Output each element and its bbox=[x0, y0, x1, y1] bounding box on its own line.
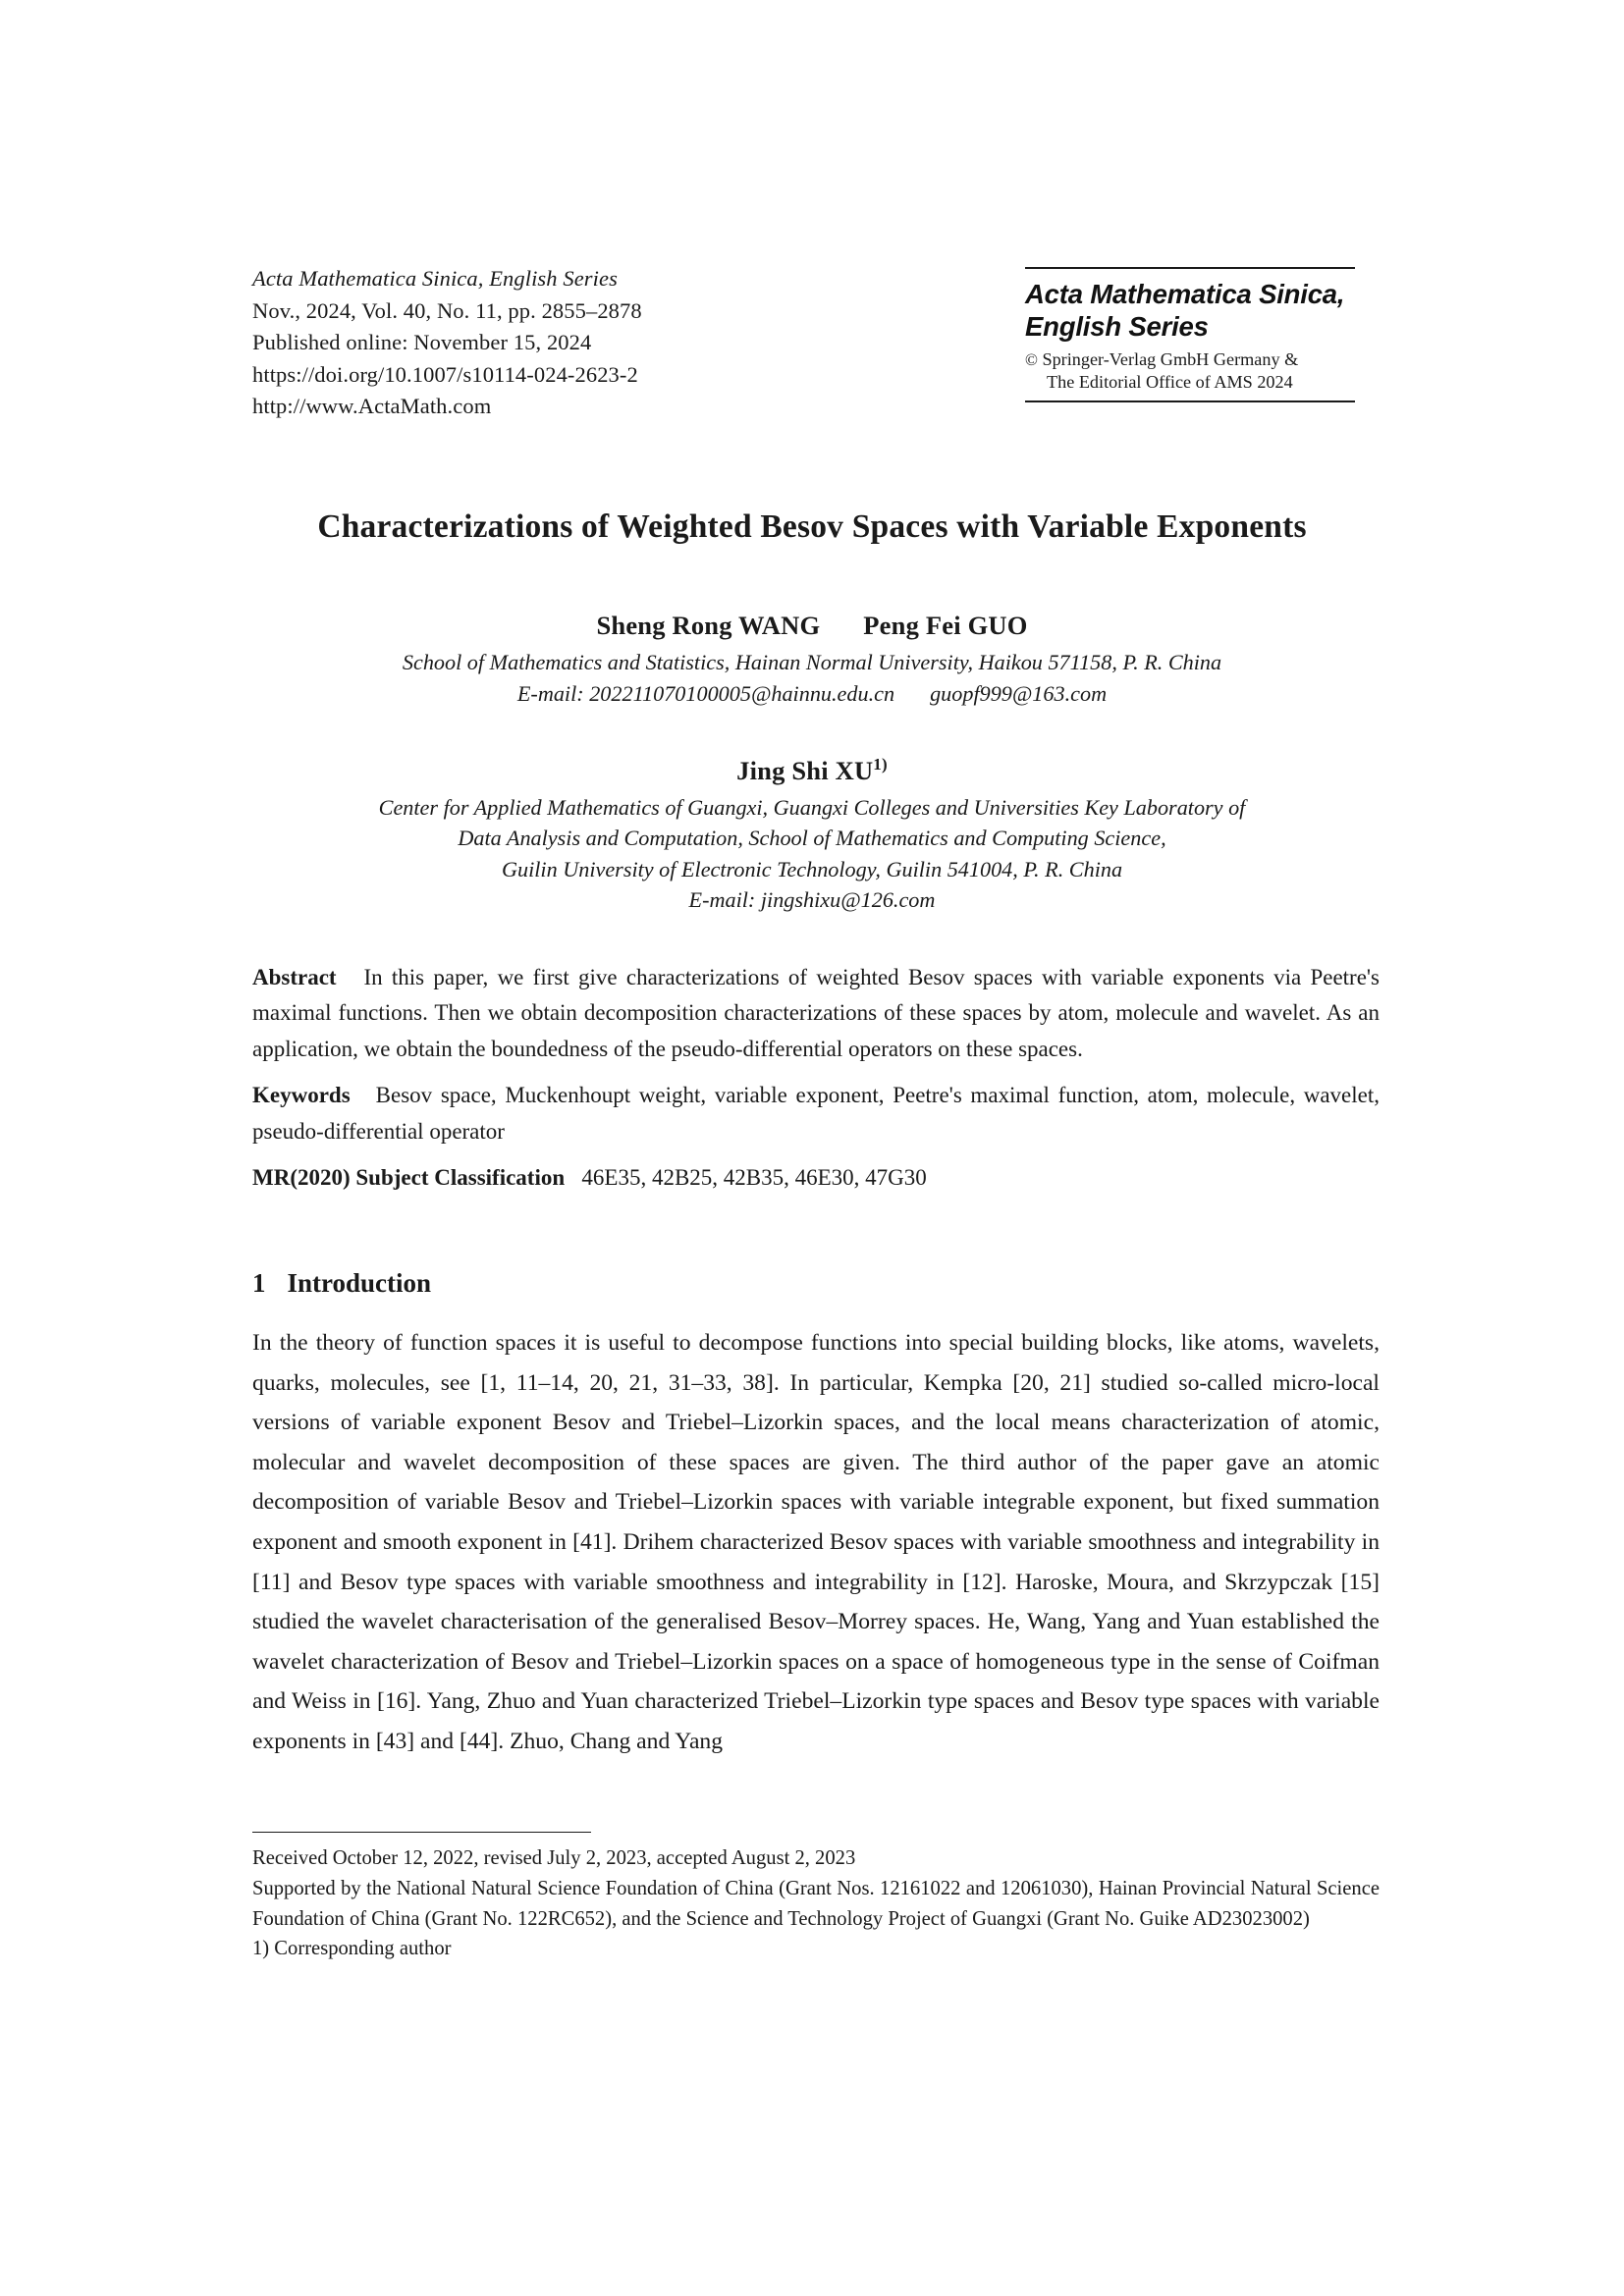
journal-logo-title-line1: Acta Mathematica Sinica, bbox=[1025, 279, 1345, 309]
journal-logo-box bbox=[1025, 267, 1355, 402]
msc-paragraph bbox=[252, 1160, 1380, 1196]
author-names-line-2 bbox=[0, 748, 1624, 787]
affiliation-2-line2: Data Analysis and Computation, School of Mathematics and Computing Science, bbox=[458, 826, 1166, 851]
author-names-line bbox=[0, 609, 1624, 642]
copyright-line-1: Springer-Verlag GmbH Germany & bbox=[1042, 349, 1299, 369]
journal-copyright bbox=[1025, 348, 1355, 394]
footnote-funding: Supported by the National Natural Science Foundation of China (Grant Nos. 12161022 and 12061030), Hainan Provincial Natural Science Foundation of China (Grant No. 122RC652), and the Science and Technology Project of Guangxi (Grant No. Guike AD23023002) bbox=[252, 1877, 1380, 1930]
footnotes bbox=[252, 1843, 1380, 1964]
footnote-received-dates: Received October 12, 2022, revised July 2, 2023, accepted August 2, 2023 bbox=[252, 1847, 856, 1869]
footnote-corresponding-author: 1) Corresponding author bbox=[252, 1938, 452, 1960]
affiliation-2-line1: Center for Applied Mathematics of Guangxi, Guangxi Colleges and Universities Key Laboratory of bbox=[378, 794, 1246, 820]
masthead-website-link[interactable]: http://www.ActaMath.com bbox=[252, 394, 492, 418]
masthead-published-date: Published online: November 15, 2024 bbox=[252, 330, 592, 354]
masthead-issue: Nov., 2024, Vol. 40, No. 11, pp. 2855–2878 bbox=[252, 297, 642, 323]
section-body bbox=[252, 1323, 1380, 1762]
email-line-2[interactable]: E-mail: jingshixu@126.com bbox=[688, 887, 936, 913]
paper-metadata bbox=[252, 960, 1380, 1196]
keywords-text: Besov space, Muckenhoupt weight, variable exponent, Peetre's maximal function, atom, molecule, wavelet, pseudo-differential operator bbox=[252, 1083, 1380, 1144]
section-number: 1 bbox=[252, 1268, 266, 1298]
section-heading-introduction bbox=[252, 1268, 431, 1299]
footnote-separator bbox=[252, 1832, 591, 1833]
affiliation-2-line3: Guilin University of Electronic Technology, Guilin 541004, P. R. China bbox=[501, 856, 1123, 881]
masthead-journal-name: Acta Mathematica Sinica, English Series bbox=[252, 266, 618, 291]
author-group-2 bbox=[0, 748, 1624, 916]
email-label-1: E-mail: bbox=[516, 680, 584, 706]
abstract-label: Abstract bbox=[252, 965, 337, 989]
msc-label: MR(2020) Subject Classification bbox=[252, 1165, 566, 1191]
section-title: Introduction bbox=[287, 1268, 432, 1298]
email-address-wang[interactable]: 202211070100005@hainnu.edu.cn bbox=[589, 680, 895, 706]
author-footnote-marker: 1) bbox=[873, 755, 888, 774]
copyright-icon: © bbox=[1025, 350, 1038, 369]
masthead-doi-link[interactable]: https://doi.org/10.1007/s10114-024-2623-2 bbox=[252, 361, 638, 387]
journal-logo-title-line2: English Series bbox=[1025, 311, 1209, 342]
affiliation-1: School of Mathematics and Statistics, Hainan Normal University, Haikou 571158, P. R. China bbox=[402, 650, 1222, 674]
email-line-1 bbox=[0, 678, 1624, 710]
author-name-xu: Jing Shi XU bbox=[736, 755, 874, 785]
keywords-label: Keywords bbox=[252, 1083, 351, 1108]
introduction-paragraph: In the theory of function spaces it is useful to decompose functions into special building blocks, like atoms, wavelets, quarks, molecules, see [1, 11–14, 20, 21, 31–33, 38]. In particular, Kempka [20, 21] studied so-called micro-local versions of variable exponent Besov and Triebel–Lizorkin spaces, and the local means characterization of atomic, molecular and wavelet decomposition of these spaces are given. The third author of the paper gave an atomic decomposition of variable Besov and Triebel–Lizorkin spaces with variable integrable exponent, but fixed summation exponent and smooth exponent in [41]. Drihem characterized Besov spaces with variable smoothness and integrability in [11] and Besov type spaces with variable smoothness and integrability in [12]. Haroske, Moura, and Skrzypczak [15] studied the wavelet characterisation of the generalised Besov–Morrey spaces. He, Wang, Yang and Yuan established the wavelet characterization of Besov and Triebel–Lizorkin spaces on a space of homogeneous type in the sense of Coifman and Weiss in [16]. Yang, Zhuo and Yuan characterized Triebel–Lizorkin type spaces and Besov type spaces with variable exponents in [43] and [44]. Zhuo, Chang and Yang bbox=[252, 1330, 1380, 1754]
author-name-wang: Sheng Rong WANG bbox=[596, 611, 821, 640]
keywords-paragraph bbox=[252, 1078, 1380, 1149]
abstract-paragraph bbox=[252, 960, 1380, 1067]
email-address-guo[interactable]: guopf999@163.com bbox=[930, 680, 1108, 706]
masthead bbox=[252, 263, 940, 423]
msc-text: 46E35, 42B25, 42B35, 46E30, 47G30 bbox=[581, 1165, 927, 1191]
page-title: Characterizations of Weighted Besov Spaces with Variable Exponents bbox=[317, 508, 1307, 545]
copyright-line-2: The Editorial Office of AMS 2024 bbox=[1047, 372, 1293, 392]
author-group-1 bbox=[0, 609, 1624, 709]
author-name-guo: Peng Fei GUO bbox=[863, 611, 1028, 640]
abstract-text: In this paper, we first give characterizations of weighted Besov spaces with variable exponents via Peetre's maximal functions. Then we obtain decomposition characterizations of these spaces by atom, molecule and wavelet. As an application, we obtain the boundedness of the pseudo-differential operators on these spaces. bbox=[252, 965, 1380, 1061]
